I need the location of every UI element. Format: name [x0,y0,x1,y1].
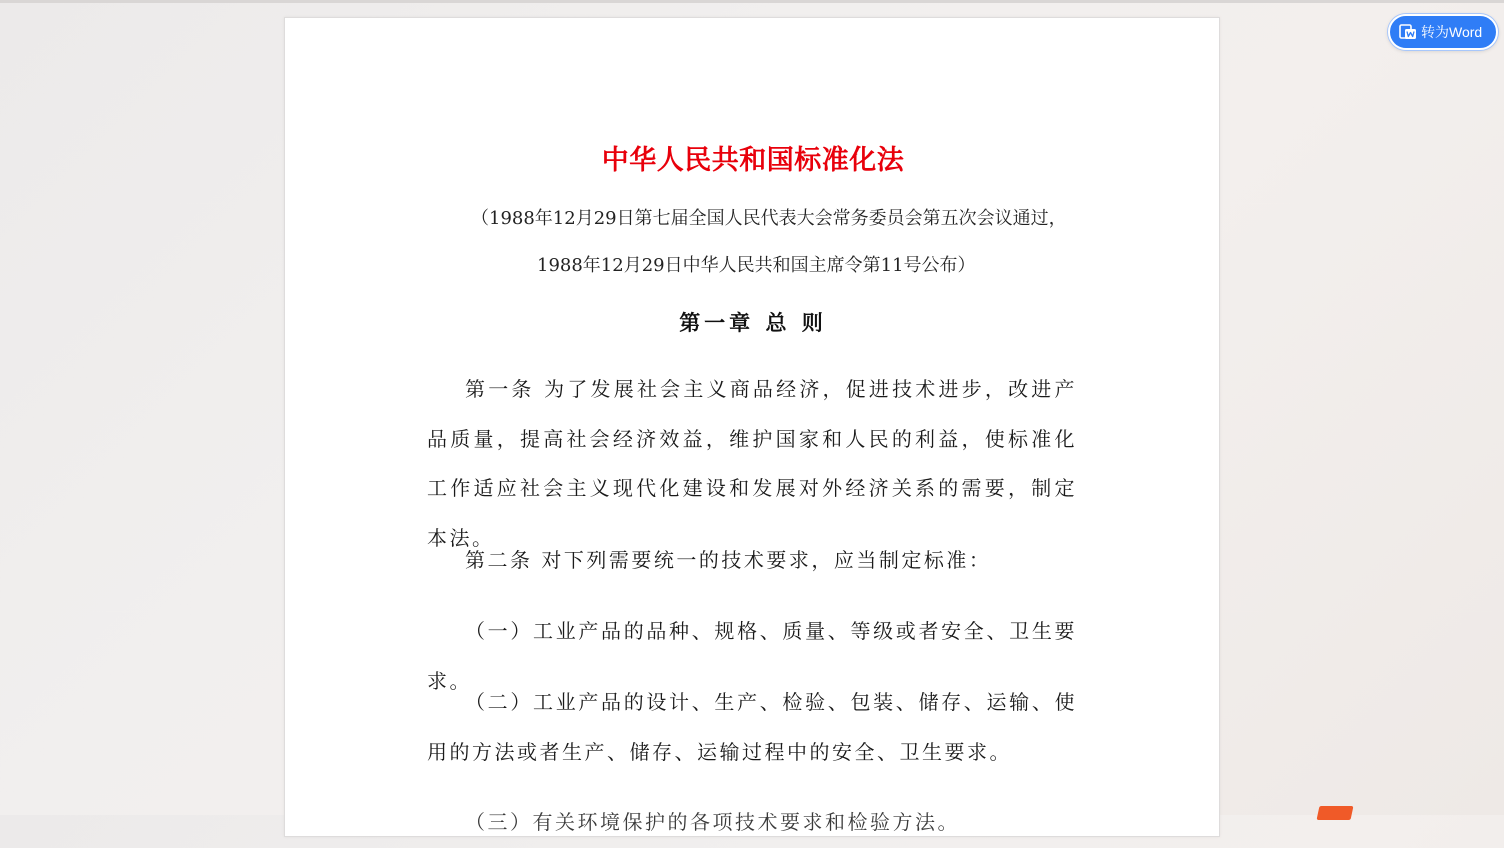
article-2-item-2: （二）工业产品的设计、生产、检验、包装、储存、运输、使用的方法或者生产、储存、运输过程中的安全、卫生要求。 [427,690,1077,764]
word-convert-icon [1399,23,1417,41]
window-top-edge [0,0,1504,3]
article-2-item-3: （三）有关环境保护的各项技术要求和检验方法。 [465,810,960,834]
convert-to-word-button[interactable] [1388,14,1498,50]
article-2-item-1: （一）工业产品的品种、规格、质量、等级或者安全、卫生要求。 [427,619,1077,693]
corner-widget[interactable] [1317,806,1354,820]
document-meta-line-2: 1988年12月29日中华人民共和国主席令第11号公布） [537,255,976,276]
convert-to-word-label: 转为Word [1421,24,1483,40]
document-title: 中华人民共和国标准化法 [601,145,905,176]
article-2-paragraph: 第二条 对下列需要统一的技术要求，应当制定标准： [465,548,992,572]
chapter-heading: 第一章 总 则 [679,310,827,335]
article-1-paragraph: 第一条 为了发展社会主义商品经济，促进技术进步，改进产品质量，提高社会经济效益，维护国家和人民的利益，使标准化工作适应社会主义现代化建设和发展对外经济关系的需要，制定本法。 [427,377,1077,550]
document-meta-line-1: （1988年12月29日第七届全国人民代表大会常务委员会第五次会议通过， [471,208,1067,229]
document-page [284,17,1220,837]
